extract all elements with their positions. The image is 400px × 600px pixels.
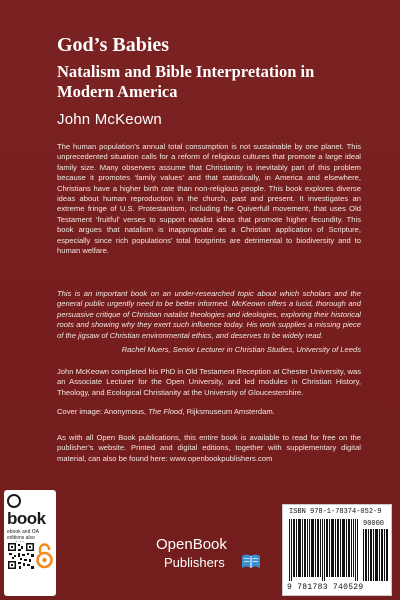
barcode-digits: 9 781783 740529: [287, 583, 364, 592]
ebook-badge[interactable]: [4, 490, 56, 596]
blurb-paragraph: The human population’s annual total consumption is not sustainable by one planet. This unprecedented situation calls for a reform of religious cultures that promote a large ideal family size. Many observers assume that Christianity is inevitably part of this problem because it promotes ‘family values’ and that statistically, in America and elsewhere, Christians have a higher birth rate than non-religious people. This book explores diverse ideas about human reproduction in the church, past and present. It investigates an extreme fringe of U.S. Protestantism, including the Quiverfull movement, that uses Old Testament ‘fruitful’ verses to support natalist ideas that promote higher fecundity. This book argues that natalism is inappropriate as a Christian application of Scripture, especially since rich populations’ total footprints are detrimental to biodiversity and to human welfare.: [57, 142, 361, 256]
open-book-icon: [240, 550, 262, 572]
openbook-publishers-logo[interactable]: [156, 536, 272, 578]
barcode-bars: [289, 519, 359, 581]
isbn-barcode: [282, 504, 392, 596]
author-name: John McKeown: [57, 111, 162, 128]
publisher-line2: Publishers: [164, 555, 225, 570]
ebook-word: book: [7, 509, 46, 528]
publisher-url-link[interactable]: www.openbookpublishers.com: [169, 453, 273, 463]
author-bio: John McKeown completed his PhD in Old Testament Reception at Chester University, was an Associate Lecturer for the Open University, and led modules in Christian History, Theology, and Ecological Christianity at the University of Gloucestershire.: [57, 367, 361, 397]
ebook-note: ebook and OA editions also: [7, 529, 39, 541]
open-access-text: As with all Open Book publications, this entire book is available to read for free on the publisher’s website. Printed and digital editions, together with supplementary digital material, can also be found here:: [57, 433, 361, 463]
book-title: God’s Babies: [57, 34, 170, 56]
credit-work-title: The Flood: [148, 407, 183, 416]
publisher-name: OpenBook: [156, 536, 227, 553]
ebook-label: [7, 493, 53, 527]
open-access-icon: [36, 543, 53, 569]
credit-prefix: Cover image: Anonymous,: [57, 407, 149, 416]
credit-suffix: , Rijksmuseum Amsterdam.: [182, 407, 275, 416]
review-attribution: Rachel Muers, Senior Lecturer in Christian Studies, University of Leeds: [121, 345, 361, 354]
cover-image-credit: [57, 407, 361, 417]
price-code: 90000: [363, 520, 385, 528]
addon-barcode-bars: [363, 529, 389, 581]
qr-code-icon[interactable]: [7, 542, 35, 570]
ebook-e-icon: [7, 494, 21, 508]
review-quote: This is an important book on an under-researched topic about which scholars and the general public urgently need to be better informed. McKeown offers a lucid, thorough and persuasive critique of Christian natalist theologies and ideologies, exploring their historical roots and showing why they exert such influence today. His work supplies a missing piece of the jigsaw of Christian environmental ethics, and deserves to be widely read.: [57, 289, 361, 340]
isbn-text: ISBN 978-1-78374-052-9: [289, 508, 382, 516]
book-subtitle: Natalism and Bible Interpretation in Modern America: [57, 62, 315, 101]
open-access-note: [57, 433, 361, 464]
